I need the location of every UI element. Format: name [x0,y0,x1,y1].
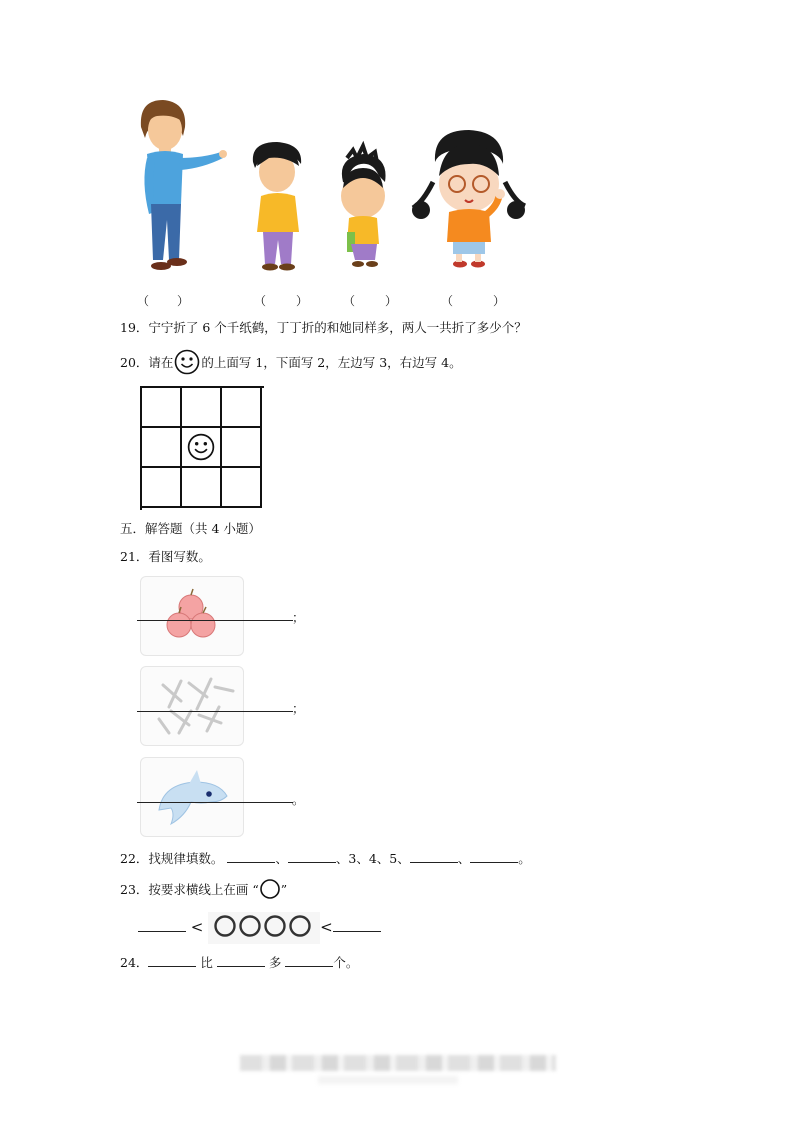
less-than-sign: < [190,918,204,936]
question-23-compare [138,912,381,944]
grid-cell-bottom-left[interactable] [142,468,182,508]
question-19: 19．宁宁折了 6 个千纸鹤，丁丁折的和她同样多，两人一共折了多少个？ [120,320,527,335]
word-duo: 多 [268,955,282,970]
question-20 [120,349,462,378]
question-24 [120,953,358,971]
grid-cell-top-left[interactable] [142,388,182,428]
smiley-icon [187,433,215,461]
question-20-prefix: 20．请在 [120,355,174,370]
circles-group [208,912,320,944]
smiley-icon [174,349,200,378]
dolphin-icon [141,758,243,836]
blank-24-2[interactable] [217,954,265,967]
people-figure [133,92,528,307]
sticks-icon [141,667,243,745]
end-mark-2: ； [292,701,305,716]
section-title: 五．解答题（共 4 小题） [120,521,261,536]
blank-22-1[interactable] [227,850,275,863]
answer-paren-2: （ ） [254,294,309,308]
position-grid [140,386,264,510]
answer-line-21-1[interactable] [137,620,293,621]
apples-icon [141,577,243,655]
blank-24-3[interactable] [285,954,333,967]
blank-24-1[interactable] [148,954,196,967]
grid-cell-bottom[interactable] [182,468,222,508]
blank-22-4[interactable] [470,850,518,863]
question-24-prefix: 24． [120,955,149,970]
grid-cell-left[interactable] [142,428,182,468]
question-21: 21．看图写数。 [120,549,211,564]
four-circles-icon [212,914,316,938]
less-than-sign: < [320,918,333,936]
end-mark-1: ； [292,610,305,625]
grid-cell-top[interactable] [182,388,222,428]
separator: 、 [275,851,288,866]
sticks-picture [140,666,244,746]
apples-picture [140,576,244,656]
word-bi: 比 [200,955,213,970]
blurred-footer-sub [318,1076,458,1084]
question-22-prefix: 22．找规律填数。 [120,851,224,866]
blank-22-3[interactable] [410,850,458,863]
question-20-suffix: 的上面写 1，下面写 2，左边写 3，右边写 4。 [201,355,462,370]
grid-cell-bottom-right[interactable] [222,468,262,508]
blank-23-left[interactable] [138,915,186,932]
question-22 [120,849,531,867]
answer-paren-4: （ ） [441,294,506,308]
question-23-prefix: 23．按要求横线上在画 “ [120,882,259,897]
known-numbers: 、3、4、5、 [335,851,410,866]
question-23-suffix: ” [280,882,288,897]
adult-figure [141,100,227,270]
girl-figure [412,130,525,268]
word-ge: 个。 [333,955,359,970]
blank-22-2[interactable] [288,850,336,863]
separator: 、 [457,851,471,866]
answer-line-21-3[interactable] [137,802,293,803]
answer-line-21-2[interactable] [137,711,293,712]
grid-cell-center [182,428,222,468]
question-23 [120,878,287,903]
circle-icon [259,878,281,903]
answer-paren-3: （ ） [343,294,398,308]
grid-cell-top-right[interactable] [222,388,262,428]
dolphin-picture [140,757,244,837]
children-illustration [133,92,528,307]
boy-yellow-figure [253,142,301,271]
blurred-footer [240,1055,556,1071]
blank-23-right[interactable] [333,915,381,932]
answer-paren-1: （ ） [137,294,190,308]
small-boy-figure [341,146,386,267]
grid-cell-right[interactable] [222,428,262,468]
end-mark: 。 [518,851,531,866]
end-mark-3: 。 [292,792,305,807]
